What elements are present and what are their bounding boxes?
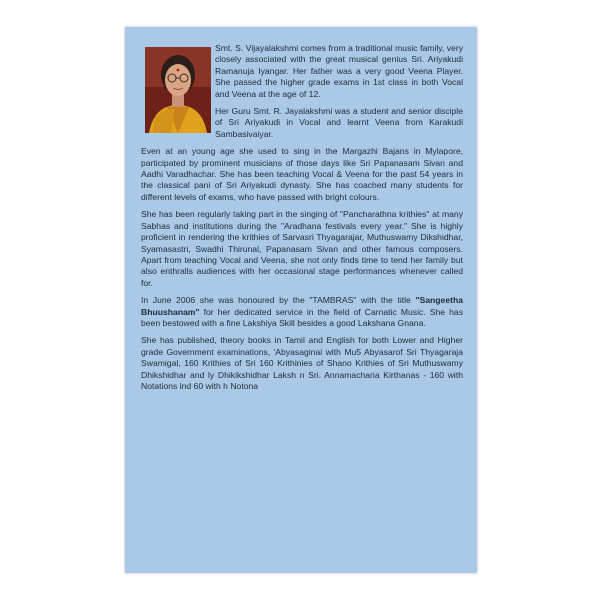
award-text-before: In June 2006 she was honoured by the "TAMBRAS" with the title: [141, 295, 416, 306]
bio-paragraph-4: She has been regularly taking part in the singing of "Pancharathna krithies" at many Sabhas and institutions during the "Aradhana festivals every year." She is highly proficient in rendering the krithies of Sarvasri Thyagarajar, Muthuswamy Dikshidhar, Syamasastri, Swadhi Thirunal, Papanasam Sivan and other famous composers. Apart from teaching Vocal and Veena, she not only finds time to tend her family but also enthralls audiences with her occasional stage performances whenever called for.: [141, 209, 463, 288]
author-biography: [141, 43, 463, 398]
bio-paragraph-1: Smt. S. Vijayalakshmi comes from a traditional music family, very closely associated with the great musical genius Sri. Ariyakudi Ramanuja Iyangar. Her father was a very good Veena Player. She passed the higher grade exams in 1st class in both Vocal and Veena at the age of 12.: [215, 43, 463, 99]
book-back-cover: [125, 27, 477, 573]
award-paragraph: [141, 295, 463, 329]
award-text-after: for her dedicated service in the field of Carnatic Music. She has been bestowed with a fine Lakshiya Skill besides a good Lakshana Gnana.: [141, 306, 463, 328]
bio-paragraph-3: Even at an young age she used to sing in the Margazhi Bajans in Mylapore, participated by prominent musicians of those days like Sri Papanasam Sivan and Aadhi Varadhachar. She has been teaching Vocal & Veena for the past 54 years in the classical pani of Sri Ariyakudi dynasty. She has coached many students for different levels of exams, who have passed with bright colours.: [141, 146, 463, 202]
award-title: "Sangeetha Bhuushanam": [141, 295, 463, 317]
publications-paragraph: She has published, theory books in Tamil and English for both Lower and Higher grade Government examinations, 'Abyasaginai with Mu5 Abyasarof Sri Thyagaraja Swamigal, 160 Krithies of Sri 160 Krithinies of Shano Krithies of Sri Muthuswamy Dhikshidhar and ly Dhikikshidhar Laksh n Sri. Annamacharia Kirthanas - 160 with Notations ind 60 with h Notona: [141, 335, 463, 391]
bio-paragraph-2: Her Guru Smt. R. Jayalakshmi was a student and senior disciple of Sri Ariyakudi in Vocal and learnt Veena from Karakudi Sambasivaiyar.: [215, 106, 463, 139]
